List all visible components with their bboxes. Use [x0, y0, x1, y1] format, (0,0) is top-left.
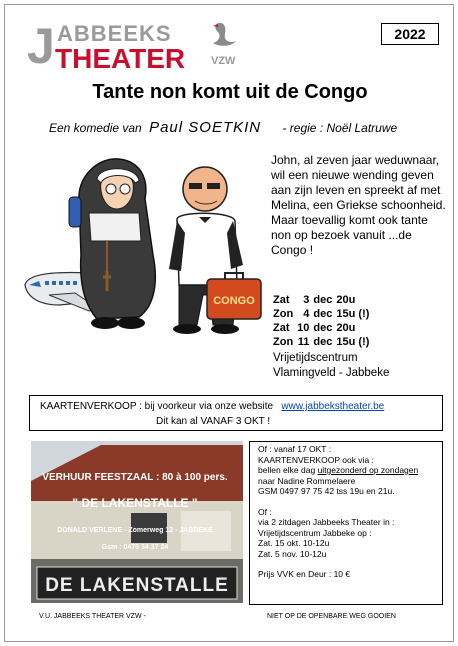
footer-publisher: V.U. JABBEEKS THEATER VZW -: [39, 613, 146, 620]
credits-prefix: Een komedie van: [49, 121, 142, 135]
performance-row: [273, 293, 373, 307]
logo-vzw: VZW: [211, 55, 236, 67]
performance-time: 20u: [336, 322, 356, 334]
info-line: Zat. 5 nov. 10-12u: [258, 548, 327, 559]
play-title: Tante non komt uit de Congo: [92, 81, 368, 103]
info-line: Of :: [258, 506, 272, 517]
story-text: John, al zeven jaar weduwnaar, wil een nieuwe wending geven aan zijn leven en spreekt af met Melina, een Griekse schoonheid. Maar toevallig komt ook tante non op bezoek vanuit ...de Congo !: [271, 153, 446, 257]
performance-day: Zat: [273, 322, 290, 334]
performance-row: [273, 307, 373, 321]
ticket-info-box: [249, 441, 443, 605]
logo-abbeeks: ABBEEKS: [57, 21, 172, 46]
performance-month: dec: [313, 294, 333, 306]
credits-regie: - regie : Noël Latruwe: [282, 121, 398, 135]
performance-time: 15u (!): [336, 336, 370, 348]
suitcase-icon: [207, 273, 261, 319]
performance-month: dec: [313, 322, 333, 334]
photo-phone: Gsm : 0475 34 37 24: [101, 544, 169, 551]
performance-row: [273, 335, 373, 349]
info-text: bellen elke dag: [258, 465, 316, 475]
info-price: Prijs VVK en Deur : 10 €: [258, 569, 351, 579]
performance-day: Zon: [273, 308, 294, 320]
venue-line1: Vrijetijdscentrum: [273, 352, 358, 364]
venue-line2: Vlamingveld - Jabbeke: [273, 367, 390, 379]
performance-time: 15u (!): [336, 308, 370, 320]
info-line: Of : vanaf 17 OKT :: [258, 444, 332, 454]
ticket-sales-text: KAARTENVERKOOP : bij voorkeur via onze website: [40, 401, 274, 412]
logo-letter-j: J: [27, 18, 55, 74]
ticket-sales-line1: [40, 401, 384, 412]
performance-dates: [273, 293, 373, 349]
info-line: Vrijetijdscentrum Jabbeke op :: [258, 527, 372, 538]
performance-date: 10: [297, 322, 310, 334]
year-badge: 2022: [381, 23, 439, 45]
suitcase-label: CONGO: [213, 295, 255, 307]
performance-time: 20u: [336, 294, 356, 306]
ticket-sales-line2: Dit kan al VANAF 3 OKT !: [156, 416, 271, 427]
info-line: GSM 0497 97 75 42 tss 19u en 21u.: [258, 486, 395, 496]
performance-date: 11: [297, 336, 310, 348]
credits-line: [49, 119, 397, 136]
ticket-sales-box: [29, 395, 443, 431]
lakenstalle-photo: [31, 441, 243, 603]
footer-notice: NIET OP DE OPENBARE WEG GOOIEN: [267, 613, 396, 620]
performance-date: 4: [303, 308, 310, 320]
photo-venue-name: " DE LAKENSTALLE ": [72, 496, 198, 510]
poster: [4, 4, 454, 642]
info-underlined-text: uitgezonderd op zondagen: [317, 465, 419, 475]
photo-sign-text: DE LAKENSTALLE: [45, 575, 229, 596]
jabbeeks-theater-logo: [27, 17, 237, 73]
performance-day: Zat: [273, 294, 290, 306]
performance-row: [273, 321, 373, 335]
info-line: via 2 zitdagen Jabbeeks Theater in :: [258, 517, 395, 527]
photo-rental-text: VERHUUR FEESTZAAL : 80 à 100 pers.: [42, 472, 228, 483]
cartoon-illustration: [19, 135, 269, 345]
website-link[interactable]: www.jabbekstheater.be: [281, 401, 385, 412]
venue: [273, 351, 389, 381]
performance-day: Zon: [273, 336, 294, 348]
logo-theater: THEATER: [55, 43, 186, 74]
performance-month: dec: [313, 308, 333, 320]
performance-month: dec: [313, 336, 333, 348]
swan-icon: [205, 19, 239, 55]
info-line: Zat. 15 okt. 10-12u: [258, 538, 330, 548]
photo-address: DONALD VERLENE - Zomerweg 12 - JABBEKE: [57, 527, 213, 534]
performance-date: 3: [303, 294, 310, 306]
info-line: [258, 465, 442, 476]
info-line: naar Nadine Rommelaere: [258, 475, 356, 486]
info-line: KAARTENVERKOOP ook via :: [258, 454, 374, 465]
credits-author: Paul SOETKIN: [149, 119, 262, 136]
